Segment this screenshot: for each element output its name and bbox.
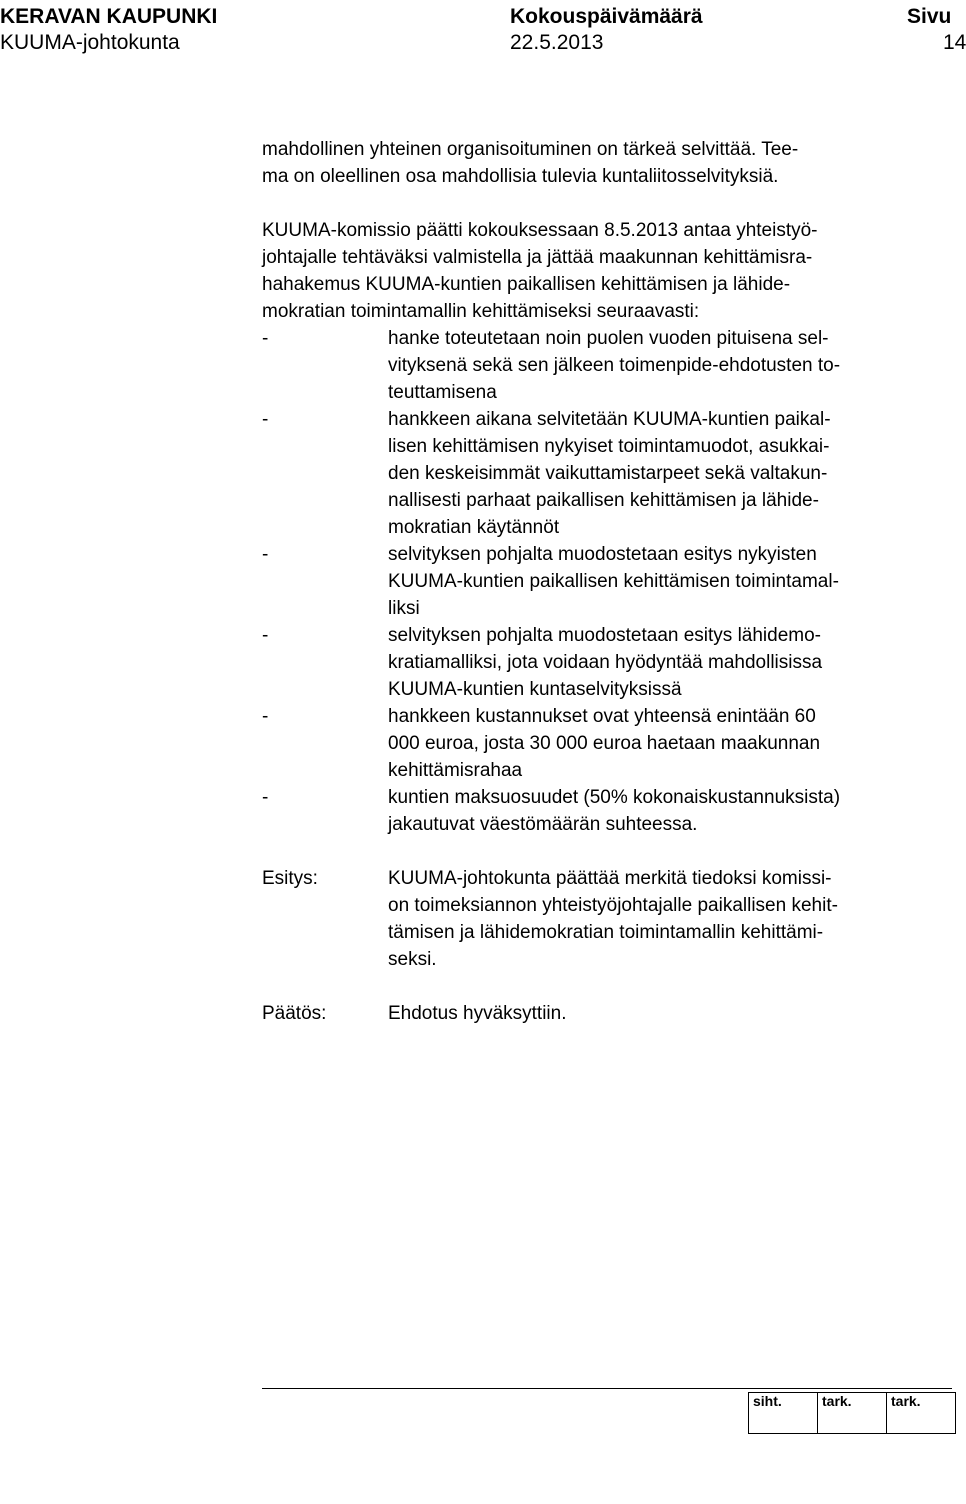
signature-cell-checker: tark.	[818, 1393, 887, 1434]
header-date-value: 22.5.2013	[510, 31, 604, 54]
list-item-line: liksi	[388, 598, 420, 619]
list-item-line: vityksenä sekä sen jälkeen toimenpide-ehdotusten to-	[388, 355, 841, 376]
list-item-line: hanke toteutetaan noin puolen vuoden pituisena sel-	[388, 328, 829, 349]
header-date-label: Kokouspäivämäärä	[510, 5, 703, 28]
proposal-line: seksi.	[388, 949, 437, 970]
header-page-block	[907, 4, 966, 56]
header-committee: KUUMA-johtokunta	[0, 31, 180, 54]
decision-section	[262, 1000, 952, 1027]
header-org: KERAVAN KAUPUNKI	[0, 5, 218, 28]
list-item-line: teuttamisena	[388, 382, 497, 403]
list-item-line: mokratian käytännöt	[388, 517, 560, 538]
proposal-line: tämisen ja lähidemokratian toimintamallin kehittämi-	[388, 922, 824, 943]
intro-line: ma on oleellinen osa mahdollisia tulevia kuntaliitosselvityksiä.	[262, 166, 779, 187]
list-dash: -	[262, 706, 269, 727]
list-dash: -	[262, 328, 269, 349]
header-page-number: 14	[943, 31, 966, 54]
list-item-line: lisen kehittämisen nykyiset toimintamuodot, asukkai-	[388, 436, 830, 457]
list-item	[262, 622, 952, 703]
list-item-line: selvityksen pohjalta muodostetaan esitys lähidemo-	[388, 625, 822, 646]
list-item-line: KUUMA-kuntien kuntaselvityksissä	[388, 679, 682, 700]
proposal-label: Esitys:	[262, 868, 318, 889]
list-dash: -	[262, 625, 269, 646]
list-item-line: jakautuvat väestömäärän suhteessa.	[388, 814, 698, 835]
list-item-line: 000 euroa, josta 30 000 euroa haetaan maakunnan	[388, 733, 821, 754]
proposal-section	[262, 865, 952, 973]
header-org-block	[0, 4, 217, 56]
decision-line: mokratian toimintamallin kehittämiseksi seuraavasti:	[262, 301, 700, 322]
list-dash: -	[262, 409, 269, 430]
signature-cell-secretary: siht.	[749, 1393, 818, 1434]
decision-line: hahakemus KUUMA-kuntien paikallisen kehittämisen ja lähide-	[262, 274, 791, 295]
list-item-line: selvityksen pohjalta muodostetaan esitys nykyisten	[388, 544, 817, 565]
list-item-line: KUUMA-kuntien paikallisen kehittämisen toimintamal-	[388, 571, 839, 592]
list-item	[262, 784, 952, 838]
list-item	[262, 406, 952, 541]
header-page-label: Sivu	[907, 5, 952, 28]
intro-line: mahdollinen yhteinen organisoituminen on tärkeä selvittää. Tee-	[262, 139, 799, 160]
list-item-line: hankkeen aikana selvitetään KUUMA-kuntien paikal-	[388, 409, 831, 430]
decision-label: Päätös:	[262, 1003, 327, 1024]
list-item-line: kratiamalliksi, jota voidaan hyödyntää mahdollisissa	[388, 652, 823, 673]
list-item-line: kuntien maksuosuudet (50% kokonaiskustannuksista)	[388, 787, 841, 808]
list-item	[262, 703, 952, 784]
proposal-line: on toimeksiannon yhteistyöjohtajalle paikallisen kehit-	[388, 895, 838, 916]
signature-cell-checker: tark.	[887, 1393, 956, 1434]
decision-text: Ehdotus hyväksyttiin.	[388, 1003, 567, 1024]
decision-line: johtajalle tehtäväksi valmistella ja jättää maakunnan kehittämisra-	[262, 247, 813, 268]
proposal-line: KUUMA-johtokunta päättää merkitä tiedoksi komissi-	[388, 868, 832, 889]
list-item-line: hankkeen kustannukset ovat yhteensä enintään 60	[388, 706, 816, 727]
list-item-line: nallisesti parhaat paikallisen kehittämisen ja lähide-	[388, 490, 819, 511]
decision-line: KUUMA-komissio päätti kokouksessaan 8.5.2013 antaa yhteistyö-	[262, 220, 818, 241]
header-date-block	[510, 4, 703, 56]
document-body	[262, 136, 952, 1027]
intro-paragraph	[262, 136, 952, 190]
list-dash: -	[262, 787, 269, 808]
list-dash: -	[262, 544, 269, 565]
footer-divider	[262, 1388, 952, 1389]
list-item-line: kehittämisrahaa	[388, 760, 523, 781]
list-item-line: den keskeisimmät vaikuttamistarpeet sekä valtakun-	[388, 463, 828, 484]
decision-paragraph	[262, 217, 952, 325]
list-item	[262, 541, 952, 622]
signature-table	[748, 1392, 956, 1434]
task-list	[262, 325, 952, 838]
list-item	[262, 325, 952, 406]
